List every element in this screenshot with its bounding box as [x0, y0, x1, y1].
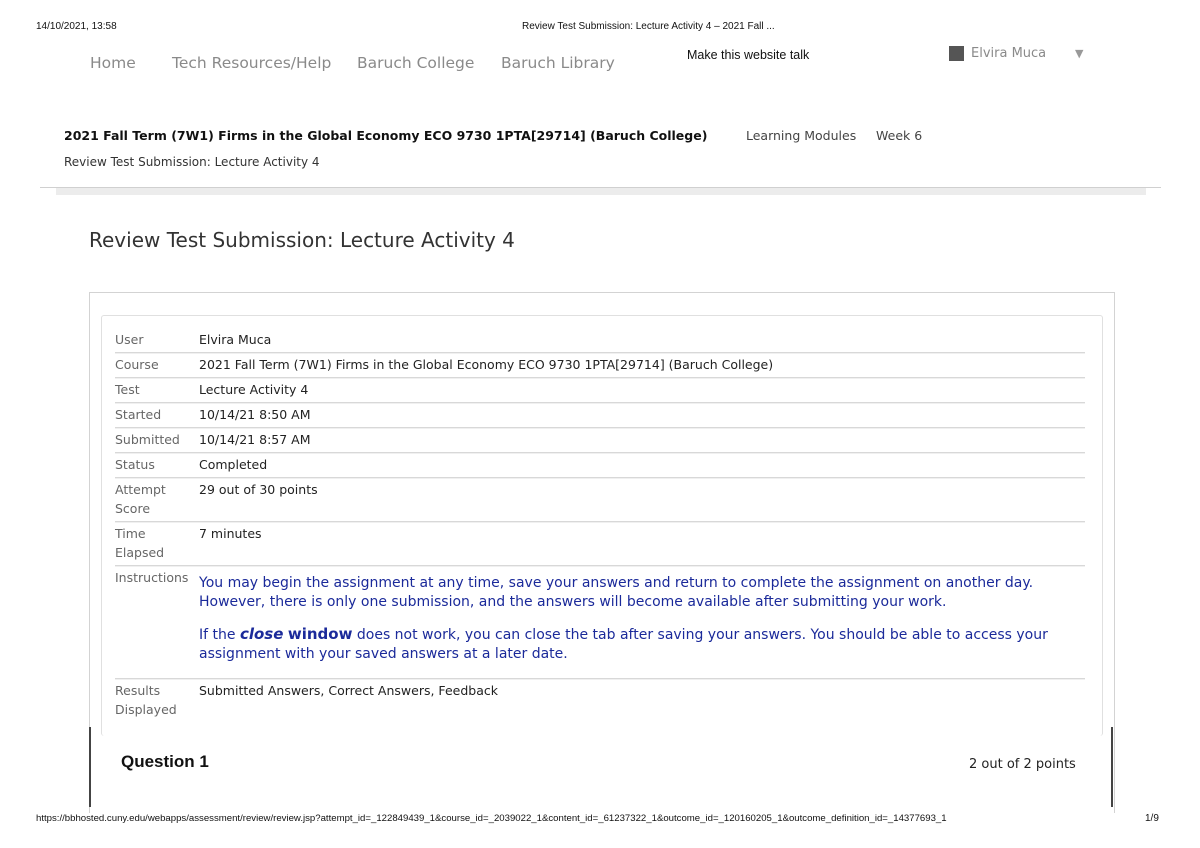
detail-value-instructions [199, 566, 1085, 679]
instructions-paragraph-2: If the close window does not work, you can close the tab after saving your answers. You should be able to access your assignment with your saved answers at a later date. [199, 625, 1048, 662]
detail-label: Attempt Score [115, 478, 199, 522]
website-talk-link[interactable]: Make this website talk [687, 48, 810, 62]
header-shadow-band [56, 188, 1146, 195]
detail-value-time-elapsed: 7 minutes [199, 522, 1085, 566]
detail-row-time-elapsed [115, 522, 1085, 566]
breadcrumb-week[interactable]: Week 6 [876, 128, 923, 143]
question-panel-border-left [89, 727, 91, 807]
detail-value-status: Completed [199, 453, 1085, 478]
page-title: Review Test Submission: Lecture Activity 4 [89, 228, 515, 252]
detail-label: Test [115, 378, 199, 403]
detail-row-instructions [115, 566, 1085, 679]
detail-row-results-displayed [115, 679, 1085, 723]
question-panel-border-right [1111, 727, 1113, 807]
avatar [949, 46, 964, 61]
detail-value-course: 2021 Fall Term (7W1) Firms in the Global Economy ECO 9730 1PTA[29714] (Baruch College) [199, 353, 1085, 378]
detail-row-started [115, 403, 1085, 428]
nav-library-link[interactable]: Baruch Library [501, 54, 615, 72]
print-url: https://bbhosted.cuny.edu/webapps/assessment/review/review.jsp?attempt_id=_122849439_1&course_id=_2039022_1&content_id=_61237322_1&outcome_id=_120160205_1&outcome_definition_id=_14377693_1 [36, 813, 947, 824]
detail-label: Started [115, 403, 199, 428]
detail-label: Time Elapsed [115, 522, 199, 566]
detail-label: Instructions [115, 566, 199, 679]
detail-label: Course [115, 353, 199, 378]
detail-label: Submitted [115, 428, 199, 453]
question-title: Question 1 [121, 752, 209, 771]
chevron-down-icon[interactable]: ▼ [1075, 47, 1084, 60]
breadcrumb-learning-modules[interactable]: Learning Modules [746, 128, 857, 143]
detail-row-user [115, 328, 1085, 353]
submission-details-table [115, 328, 1085, 722]
detail-label: User [115, 328, 199, 353]
nav-tech-help-link[interactable]: Tech Resources/Help [172, 54, 332, 72]
print-datetime: 14/10/2021, 13:58 [36, 21, 117, 32]
detail-value-user: Elvira Muca [199, 328, 1085, 353]
detail-row-attempt-score [115, 478, 1085, 522]
question-points: 2 out of 2 points [969, 757, 1076, 772]
detail-row-course [115, 353, 1085, 378]
course-title[interactable]: 2021 Fall Term (7W1) Firms in the Global Economy ECO 9730 1PTA[29714] (Baruch College) [64, 128, 708, 143]
breadcrumb-current-page: Review Test Submission: Lecture Activity 4 [64, 155, 320, 169]
print-doc-title: Review Test Submission: Lecture Activity 4 – 2021 Fall ... [522, 21, 775, 32]
detail-label: Status [115, 453, 199, 478]
detail-value-attempt-score: 29 out of 30 points [199, 478, 1085, 522]
detail-row-status [115, 453, 1085, 478]
instructions-paragraph-1: You may begin the assignment at any time, save your answers and return to complete the assignment on another day. However, there is only one submission, and the answers will become available after submitting your work. [199, 575, 1034, 610]
detail-value-results-displayed: Submitted Answers, Correct Answers, Feedback [199, 683, 498, 698]
detail-row-submitted [115, 428, 1085, 453]
user-menu-name: Elvira Muca [971, 46, 1047, 61]
detail-value-started: 10/14/21 8:50 AM [199, 403, 1085, 428]
nav-college-link[interactable]: Baruch College [357, 54, 475, 72]
user-menu[interactable] [949, 46, 1046, 61]
nav-home-link[interactable]: Home [90, 54, 136, 72]
detail-label: Results Displayed [115, 683, 177, 717]
print-page-number: 1/9 [1145, 813, 1159, 824]
detail-value-test: Lecture Activity 4 [199, 378, 1085, 403]
detail-row-test [115, 378, 1085, 403]
detail-value-submitted: 10/14/21 8:57 AM [199, 428, 1085, 453]
